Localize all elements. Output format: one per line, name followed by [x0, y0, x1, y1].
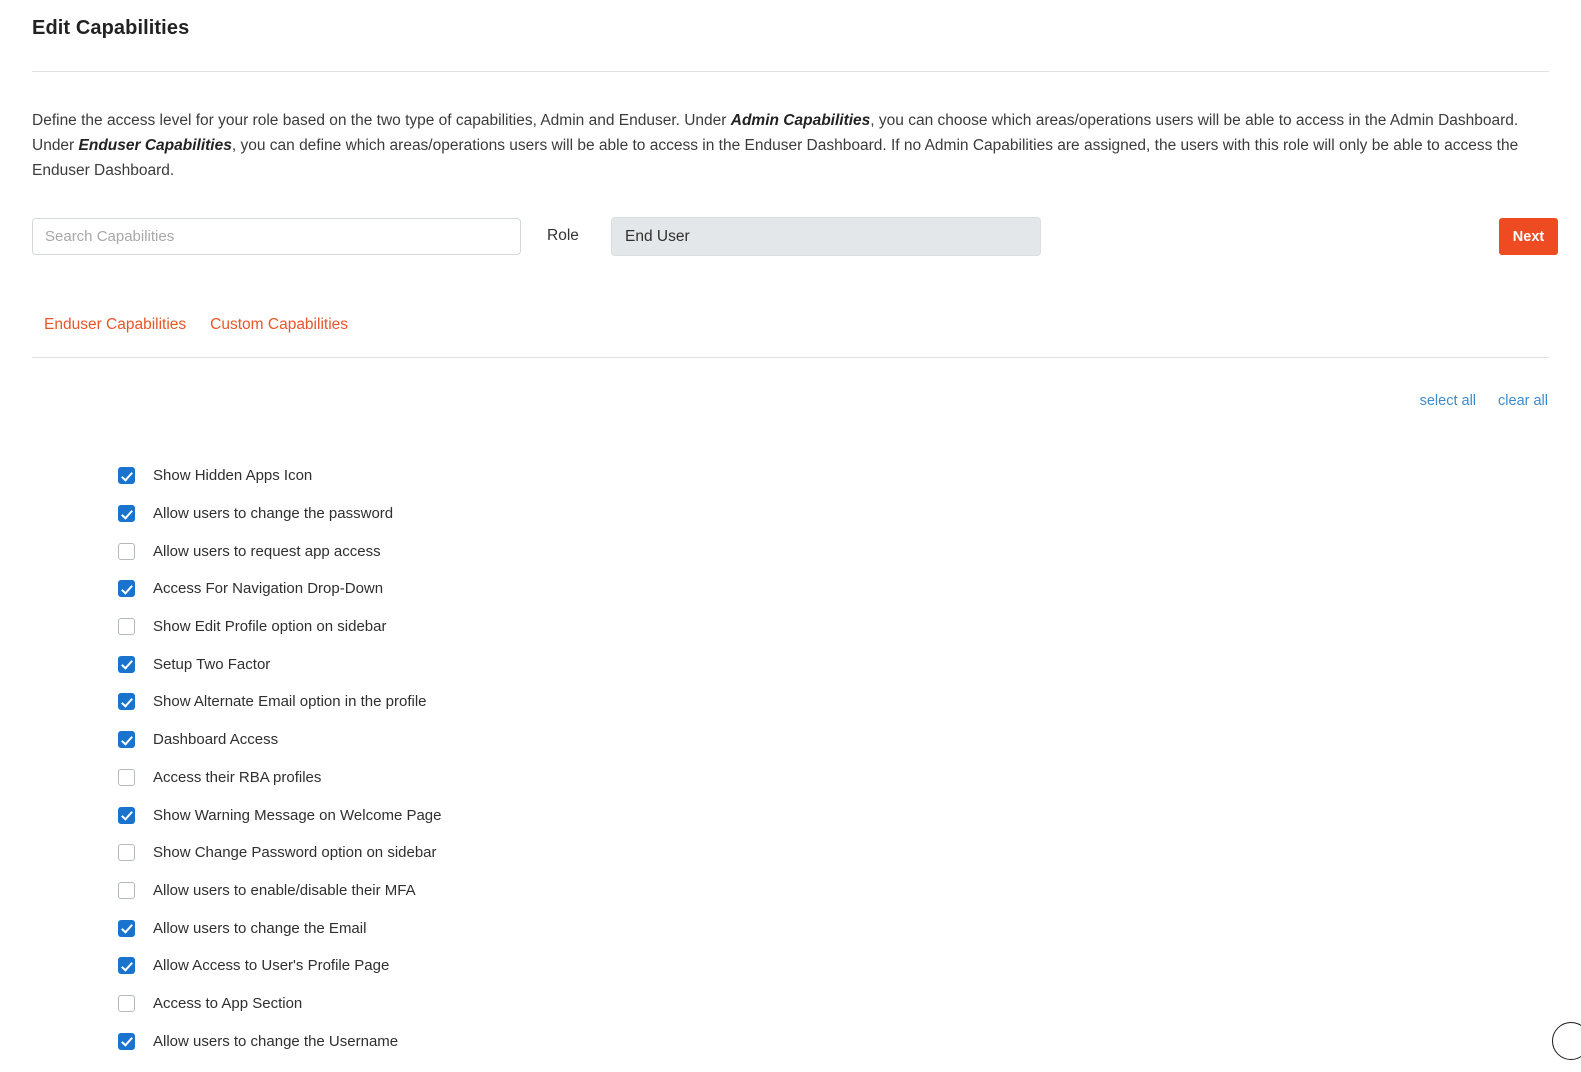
capability-checkbox[interactable]: [118, 920, 135, 937]
role-selected-value: End User: [625, 227, 690, 245]
capability-label[interactable]: Allow users to change the Email: [153, 919, 367, 937]
capability-row[interactable]: [118, 985, 1018, 1023]
description-part-2: , you can choose which areas/operations users will be able to access in the Admin Dashboard. Under: [32, 112, 1519, 154]
clear-all-link[interactable]: clear all: [1498, 393, 1548, 409]
capability-label[interactable]: Allow users to enable/disable their MFA: [153, 881, 416, 899]
selection-actions: [1420, 393, 1548, 409]
capability-checkbox[interactable]: [118, 693, 135, 710]
capability-checkbox[interactable]: [118, 957, 135, 974]
role-select[interactable]: [611, 217, 1041, 256]
capabilities-list: [118, 457, 1018, 1060]
role-label: Role: [547, 227, 579, 244]
capability-label[interactable]: Allow Access to User's Profile Page: [153, 957, 390, 975]
capability-row[interactable]: [118, 570, 1018, 608]
capability-row[interactable]: [118, 608, 1018, 646]
capability-checkbox[interactable]: [118, 769, 135, 786]
capability-label[interactable]: Access For Navigation Drop-Down: [153, 580, 384, 598]
title-divider: [32, 71, 1549, 72]
capability-label[interactable]: Access their RBA profiles: [153, 768, 322, 786]
next-button[interactable]: Next: [1499, 218, 1558, 255]
capability-label[interactable]: Show Alternate Email option in the profile: [153, 693, 427, 711]
capability-row[interactable]: [118, 834, 1018, 872]
capability-checkbox[interactable]: [118, 580, 135, 597]
capability-label[interactable]: Allow users to change the password: [153, 505, 394, 523]
capability-row[interactable]: [118, 909, 1018, 947]
capability-row[interactable]: [118, 872, 1018, 910]
tabs-divider: [32, 357, 1549, 358]
capability-row[interactable]: [118, 645, 1018, 683]
capability-label[interactable]: Dashboard Access: [153, 731, 279, 749]
help-widget-icon[interactable]: [1552, 1022, 1581, 1060]
capability-tabs: [32, 316, 1549, 356]
capability-label[interactable]: Show Warning Message on Welcome Page: [153, 806, 442, 824]
page-title: Edit Capabilities: [32, 17, 190, 39]
capability-row[interactable]: [118, 532, 1018, 570]
capability-row[interactable]: [118, 721, 1018, 759]
capability-label[interactable]: Allow users to request app access: [153, 542, 381, 560]
capability-checkbox[interactable]: [118, 995, 135, 1012]
capability-label[interactable]: Allow users to change the Username: [153, 1032, 399, 1050]
tab-custom-capabilities[interactable]: Custom Capabilities: [210, 316, 349, 333]
select-all-link[interactable]: select all: [1419, 393, 1477, 409]
capability-row[interactable]: [118, 1022, 1018, 1060]
capability-row[interactable]: [118, 759, 1018, 797]
capability-checkbox[interactable]: [118, 543, 135, 560]
capability-label[interactable]: Show Hidden Apps Icon: [153, 467, 313, 485]
capability-row[interactable]: [118, 457, 1018, 495]
capability-row[interactable]: [118, 947, 1018, 985]
capability-checkbox[interactable]: [118, 618, 135, 635]
capability-checkbox[interactable]: [118, 807, 135, 824]
capability-checkbox[interactable]: [118, 844, 135, 861]
capability-checkbox[interactable]: [118, 1033, 135, 1050]
page-description: [32, 108, 1551, 183]
tab-enduser-capabilities[interactable]: Enduser Capabilities: [44, 316, 187, 333]
description-bold-admin: Admin Capabilities: [730, 112, 871, 129]
capability-label[interactable]: Setup Two Factor: [153, 655, 271, 673]
description-part-3: , you can define which areas/operations users will be able to access in the Enduser Dashboard. If no Admin Capabilities are assigned, the users with this role will only be able to access the Enduser Dashboard.: [32, 137, 1519, 179]
capability-row[interactable]: [118, 495, 1018, 533]
capability-checkbox[interactable]: [118, 505, 135, 522]
description-part-1: Define the access level for your role based on the two type of capabilities, Admin and Enduser. Under: [32, 112, 731, 129]
capability-row[interactable]: [118, 796, 1018, 834]
search-input[interactable]: [32, 218, 521, 255]
capability-checkbox[interactable]: [118, 882, 135, 899]
capability-checkbox[interactable]: [118, 656, 135, 673]
capability-checkbox[interactable]: [118, 467, 135, 484]
capability-row[interactable]: [118, 683, 1018, 721]
capability-label[interactable]: Show Edit Profile option on sidebar: [153, 618, 387, 636]
description-bold-enduser: Enduser Capabilities: [78, 137, 232, 154]
capability-label[interactable]: Access to App Section: [153, 994, 303, 1012]
capability-checkbox[interactable]: [118, 731, 135, 748]
capability-label[interactable]: Show Change Password option on sidebar: [153, 844, 437, 862]
